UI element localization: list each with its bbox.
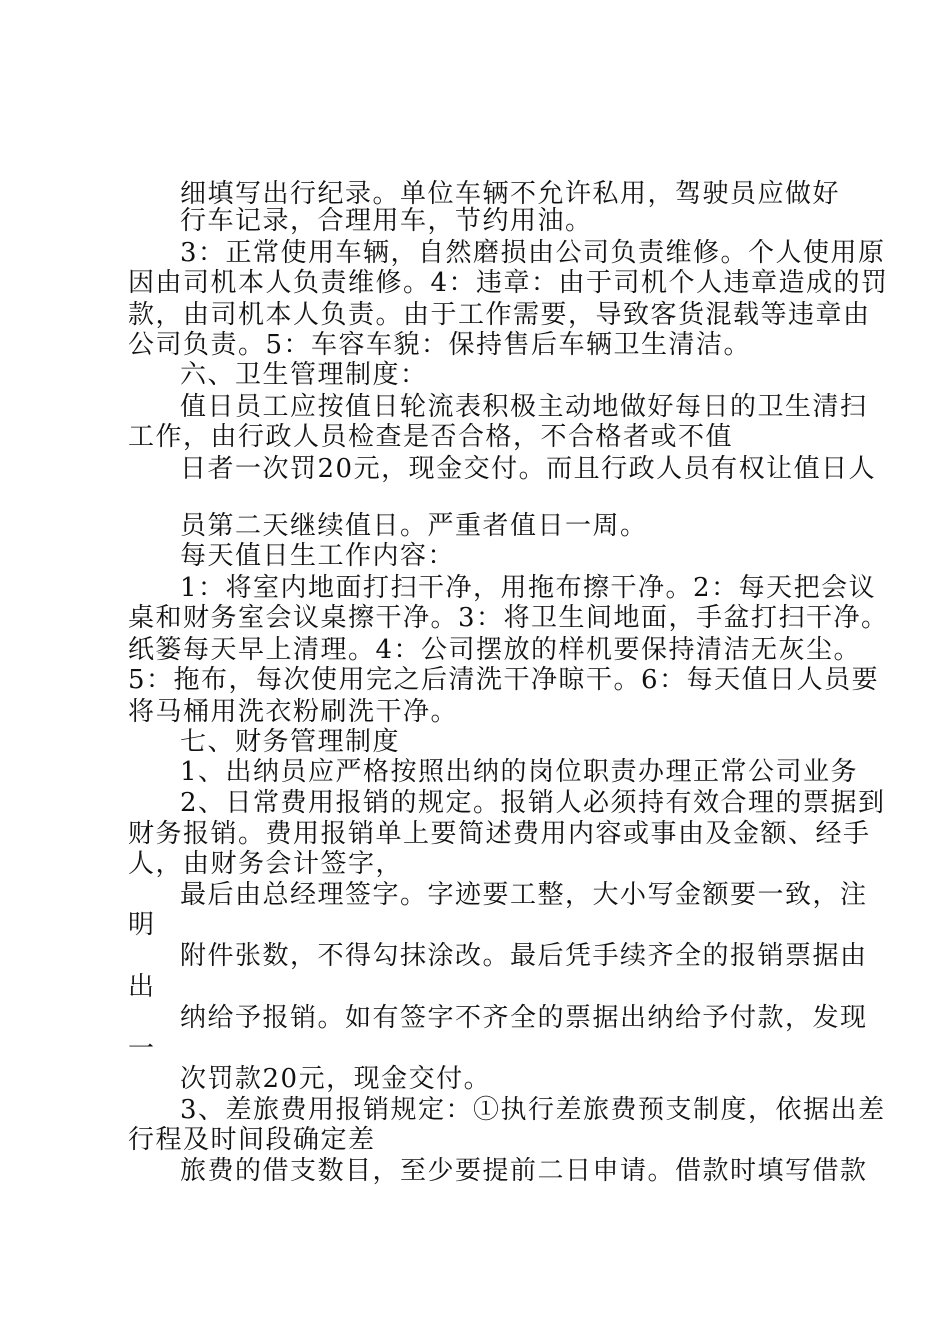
section-heading: 七、财务管理制度 — [180, 727, 401, 757]
text-line: 人，由财务会计签字， — [128, 849, 404, 879]
text-line: 纳给予报销。如有签字不齐全的票据出纳给予付款，发现 — [180, 1003, 868, 1033]
text-line: 值日员工应按值日轮流表积极主动地做好每日的卫生清扫 — [180, 392, 868, 422]
text-line: 附件张数，不得勾抹涂改。最后凭手续齐全的报销票据由 — [180, 941, 868, 971]
text-line: 因由司机本人负责维修。4：违章：由于司机个人违章造成的罚 — [128, 268, 889, 298]
text-line: 明 — [128, 910, 156, 940]
text-line: 桌和财务室会议桌擦干净。3：将卫生间地面，手盆打扫干净。 — [128, 603, 889, 633]
text-line: 款，由司机本人负责。由于工作需要，导致客货混载等违章由 — [128, 300, 871, 330]
text-line: 行程及时间段确定差 — [128, 1125, 376, 1155]
section-heading: 六、卫生管理制度： — [180, 360, 428, 390]
text-line: 工作，由行政人员检查是否合格，不合格者或不值 — [128, 422, 734, 452]
subheading: 每天值日生工作内容： — [180, 541, 456, 571]
text-line: 1、出纳员应严格按照出纳的岗位职责办理正常公司业务 — [180, 757, 859, 787]
text-line: 一 — [128, 1034, 156, 1064]
text-line: 3：正常使用车辆，自然磨损由公司负责维修。个人使用原 — [180, 238, 886, 268]
text-line: 5：拖布，每次使用完之后清洗干净晾干。6：每天值日人员要 — [128, 665, 880, 695]
text-line: 细填写出行纪录。单位车辆不允许私用，驾驶员应做好 — [180, 179, 841, 209]
text-line: 旅费的借支数目，至少要提前二日申请。借款时填写借款 — [180, 1156, 868, 1186]
text-line: 公司负责。5：车容车貌：保持售后车辆卫生清洁。 — [128, 330, 752, 360]
text-line: 1：将室内地面打扫干净，用拖布擦干净。2：每天把会议 — [180, 573, 877, 603]
text-line: 行车记录，合理用车，节约用油。 — [180, 206, 593, 236]
text-line: 出 — [128, 972, 156, 1002]
text-line: 纸篓每天早上清理。4：公司摆放的样机要保持清洁无灰尘。 — [128, 635, 862, 665]
text-line: 日者一次罚20元，现金交付。而且行政人员有权让值日人 — [180, 454, 877, 484]
text-line: 3、差旅费用报销规定：①执行差旅费预支制度，依据出差 — [180, 1095, 886, 1125]
text-line: 次罚款20元，现金交付。 — [180, 1064, 492, 1094]
text-line: 将马桶用洗衣粉刷洗干净。 — [128, 697, 459, 727]
text-line: 员第二天继续值日。严重者值日一周。 — [180, 511, 648, 541]
text-line: 最后由总经理签字。字迹要工整，大小写金额要一致，注 — [180, 880, 868, 910]
text-line: 财务报销。费用报销单上要简述费用内容或事由及金额、经手 — [128, 819, 871, 849]
text-line: 2、日常费用报销的规定。报销人必须持有效合理的票据到 — [180, 788, 886, 818]
